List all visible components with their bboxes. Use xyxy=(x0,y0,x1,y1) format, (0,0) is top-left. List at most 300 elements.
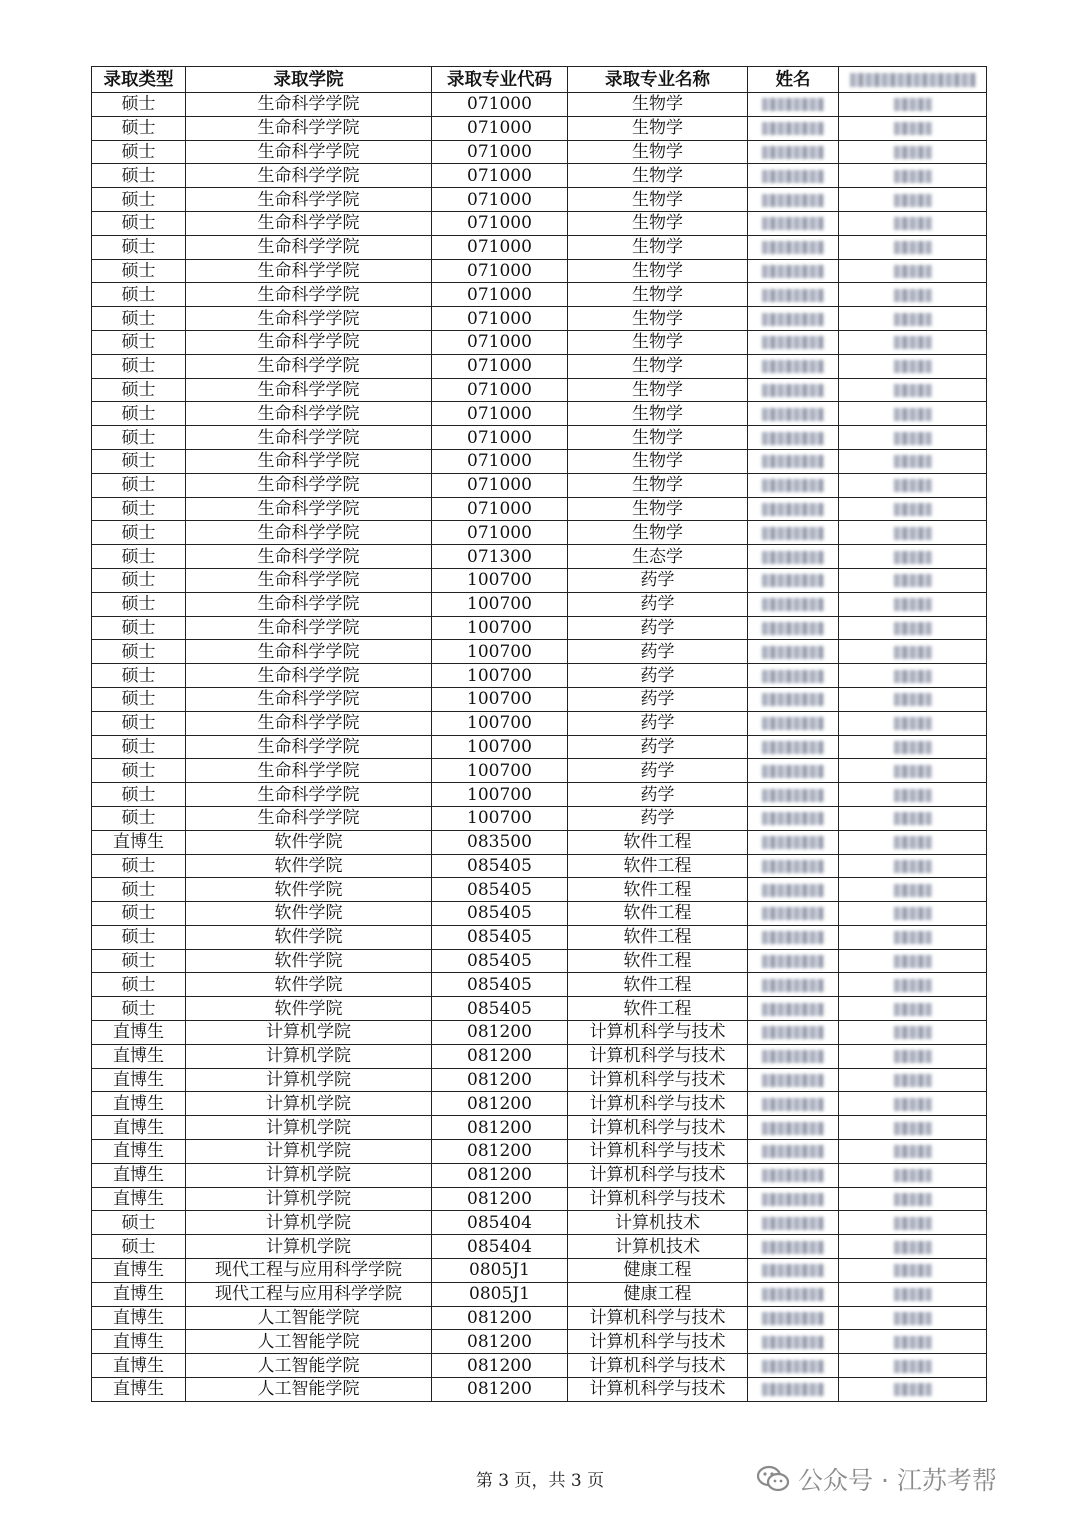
cell-type: 直博生 xyxy=(92,830,186,854)
table-row xyxy=(92,402,987,426)
cell-name-redacted xyxy=(748,735,839,759)
cell-college: 现代工程与应用科学学院 xyxy=(186,1282,432,1306)
cell-college: 软件学院 xyxy=(186,830,432,854)
cell-major-code: 100700 xyxy=(432,711,568,735)
table-row xyxy=(92,1259,987,1283)
redacted-id-blur xyxy=(894,1288,932,1301)
redacted-id-blur xyxy=(894,1098,932,1111)
cell-major-code: 100700 xyxy=(432,640,568,664)
redacted-id-blur xyxy=(894,289,932,302)
cell-id-redacted xyxy=(839,640,987,664)
table-row xyxy=(92,283,987,307)
cell-major-code: 071000 xyxy=(432,211,568,235)
redacted-name-blur xyxy=(762,479,824,492)
cell-major-name: 生物学 xyxy=(568,188,748,212)
cell-major-name: 生物学 xyxy=(568,259,748,283)
table-row xyxy=(92,735,987,759)
redacted-id-blur xyxy=(894,336,932,349)
cell-name-redacted xyxy=(748,925,839,949)
cell-major-name: 生物学 xyxy=(568,140,748,164)
watermark xyxy=(756,1462,997,1496)
cell-major-name: 药学 xyxy=(568,640,748,664)
redacted-name-blur xyxy=(762,646,824,659)
redacted-name-blur xyxy=(762,765,824,778)
cell-type: 硕士 xyxy=(92,140,186,164)
cell-type: 直博生 xyxy=(92,1282,186,1306)
cell-major-code: 071000 xyxy=(432,497,568,521)
cell-name-redacted xyxy=(748,1116,839,1140)
cell-major-name: 软件工程 xyxy=(568,902,748,926)
cell-major-code: 081200 xyxy=(432,1306,568,1330)
cell-id-redacted xyxy=(839,783,987,807)
cell-type: 硕士 xyxy=(92,449,186,473)
cell-name-redacted xyxy=(748,759,839,783)
cell-type: 直博生 xyxy=(92,1044,186,1068)
cell-id-redacted xyxy=(839,1211,987,1235)
cell-name-redacted xyxy=(748,307,839,331)
redacted-id-blur xyxy=(894,979,932,992)
redacted-id-blur xyxy=(894,955,932,968)
cell-college: 生命科学学院 xyxy=(186,116,432,140)
table-row xyxy=(92,878,987,902)
cell-type: 硕士 xyxy=(92,568,186,592)
cell-id-redacted xyxy=(839,521,987,545)
cell-name-redacted xyxy=(748,664,839,688)
cell-major-name: 生物学 xyxy=(568,283,748,307)
cell-name-redacted xyxy=(748,283,839,307)
cell-college: 人工智能学院 xyxy=(186,1330,432,1354)
cell-college: 生命科学学院 xyxy=(186,616,432,640)
cell-major-code: 071000 xyxy=(432,164,568,188)
cell-id-redacted xyxy=(839,473,987,497)
cell-major-code: 100700 xyxy=(432,664,568,688)
table-row xyxy=(92,473,987,497)
redacted-name-blur xyxy=(762,907,824,920)
cell-id-redacted xyxy=(839,711,987,735)
redacted-id-blur xyxy=(894,1169,932,1182)
cell-college: 生命科学学院 xyxy=(186,426,432,450)
cell-type: 硕士 xyxy=(92,330,186,354)
cell-major-code: 081200 xyxy=(432,1330,568,1354)
cell-id-redacted xyxy=(839,259,987,283)
cell-type: 直博生 xyxy=(92,1330,186,1354)
col-header-type: 录取类型 xyxy=(92,67,186,93)
cell-id-redacted xyxy=(839,354,987,378)
table-row xyxy=(92,1306,987,1330)
cell-name-redacted xyxy=(748,568,839,592)
redacted-name-blur xyxy=(762,574,824,587)
cell-id-redacted xyxy=(839,378,987,402)
cell-college: 计算机学院 xyxy=(186,1092,432,1116)
redacted-id-blur xyxy=(894,789,932,802)
cell-college: 生命科学学院 xyxy=(186,330,432,354)
cell-college: 软件学院 xyxy=(186,973,432,997)
redacted-id-blur xyxy=(894,479,932,492)
wechat-icon xyxy=(756,1464,790,1494)
cell-major-code: 071000 xyxy=(432,93,568,117)
cell-id-redacted xyxy=(839,830,987,854)
redacted-name-blur xyxy=(762,1360,824,1373)
redacted-id-blur xyxy=(894,408,932,421)
col-header-major-name: 录取专业名称 xyxy=(568,67,748,93)
cell-college: 生命科学学院 xyxy=(186,592,432,616)
cell-major-name: 健康工程 xyxy=(568,1259,748,1283)
cell-major-code: 071000 xyxy=(432,116,568,140)
redacted-id-blur xyxy=(894,551,932,564)
cell-type: 硕士 xyxy=(92,735,186,759)
cell-major-name: 生物学 xyxy=(568,116,748,140)
cell-major-code: 100700 xyxy=(432,806,568,830)
cell-name-redacted xyxy=(748,592,839,616)
cell-major-name: 计算机科学与技术 xyxy=(568,1116,748,1140)
cell-college: 生命科学学院 xyxy=(186,783,432,807)
cell-major-code: 081200 xyxy=(432,1116,568,1140)
table-row xyxy=(92,925,987,949)
cell-college: 生命科学学院 xyxy=(186,473,432,497)
cell-name-redacted xyxy=(748,164,839,188)
cell-major-name: 计算机科学与技术 xyxy=(568,1354,748,1378)
cell-college: 计算机学院 xyxy=(186,1044,432,1068)
cell-id-redacted xyxy=(839,449,987,473)
redacted-name-blur xyxy=(762,931,824,944)
cell-major-name: 药学 xyxy=(568,664,748,688)
cell-major-code: 071000 xyxy=(432,449,568,473)
cell-college: 计算机学院 xyxy=(186,1163,432,1187)
cell-type: 直博生 xyxy=(92,1259,186,1283)
cell-type: 直博生 xyxy=(92,1140,186,1164)
cell-college: 生命科学学院 xyxy=(186,545,432,569)
cell-type: 硕士 xyxy=(92,925,186,949)
cell-id-redacted xyxy=(839,1378,987,1402)
table-row xyxy=(92,949,987,973)
cell-major-name: 生物学 xyxy=(568,497,748,521)
redacted-name-blur xyxy=(762,217,824,230)
cell-college: 生命科学学院 xyxy=(186,449,432,473)
cell-major-code: 081200 xyxy=(432,1378,568,1402)
cell-type: 硕士 xyxy=(92,902,186,926)
cell-major-name: 药学 xyxy=(568,592,748,616)
table-body xyxy=(92,93,987,1402)
cell-id-redacted xyxy=(839,997,987,1021)
cell-major-name: 生物学 xyxy=(568,402,748,426)
redacted-id-blur xyxy=(894,1122,932,1135)
cell-name-redacted xyxy=(748,93,839,117)
cell-name-redacted xyxy=(748,1163,839,1187)
cell-major-code: 081200 xyxy=(432,1021,568,1045)
cell-id-redacted xyxy=(839,925,987,949)
cell-major-code: 071000 xyxy=(432,140,568,164)
redacted-name-blur xyxy=(762,789,824,802)
cell-major-name: 计算机科学与技术 xyxy=(568,1044,748,1068)
cell-id-redacted xyxy=(839,426,987,450)
cell-name-redacted xyxy=(748,1282,839,1306)
cell-id-redacted xyxy=(839,283,987,307)
cell-id-redacted xyxy=(839,616,987,640)
cell-id-redacted xyxy=(839,735,987,759)
cell-major-name: 计算机科学与技术 xyxy=(568,1378,748,1402)
cell-major-code: 081200 xyxy=(432,1354,568,1378)
cell-major-name: 计算机科学与技术 xyxy=(568,1330,748,1354)
redacted-id-blur xyxy=(894,1193,932,1206)
table-row xyxy=(92,1021,987,1045)
table-row xyxy=(92,1068,987,1092)
table-row xyxy=(92,140,987,164)
cell-name-redacted xyxy=(748,973,839,997)
redacted-id-blur xyxy=(894,717,932,730)
cell-major-code: 071000 xyxy=(432,354,568,378)
table-row xyxy=(92,806,987,830)
cell-college: 生命科学学院 xyxy=(186,283,432,307)
redacted-id-blur xyxy=(894,1217,932,1230)
redacted-name-blur xyxy=(762,241,824,254)
cell-type: 直博生 xyxy=(92,1163,186,1187)
redacted-name-blur xyxy=(762,432,824,445)
cell-type: 硕士 xyxy=(92,806,186,830)
cell-college: 软件学院 xyxy=(186,925,432,949)
cell-major-code: 071000 xyxy=(432,378,568,402)
cell-id-redacted xyxy=(839,1187,987,1211)
cell-id-redacted xyxy=(839,664,987,688)
redacted-name-blur xyxy=(762,360,824,373)
cell-major-name: 药学 xyxy=(568,783,748,807)
cell-type: 硕士 xyxy=(92,997,186,1021)
redacted-name-blur xyxy=(762,455,824,468)
cell-major-code: 085405 xyxy=(432,854,568,878)
redacted-name-blur xyxy=(762,551,824,564)
cell-major-name: 生物学 xyxy=(568,521,748,545)
cell-name-redacted xyxy=(748,1330,839,1354)
cell-id-redacted xyxy=(839,235,987,259)
cell-id-redacted xyxy=(839,568,987,592)
table-row xyxy=(92,354,987,378)
redacted-id-blur xyxy=(894,598,932,611)
cell-major-code: 085405 xyxy=(432,949,568,973)
redacted-name-blur xyxy=(762,265,824,278)
table-row xyxy=(92,235,987,259)
cell-name-redacted xyxy=(748,806,839,830)
redacted-name-blur xyxy=(762,979,824,992)
cell-id-redacted xyxy=(839,188,987,212)
redacted-id-blur xyxy=(894,98,932,111)
cell-name-redacted xyxy=(748,878,839,902)
cell-id-redacted xyxy=(839,307,987,331)
cell-major-name: 软件工程 xyxy=(568,925,748,949)
cell-major-name: 计算机科学与技术 xyxy=(568,1068,748,1092)
cell-name-redacted xyxy=(748,188,839,212)
redacted-name-blur xyxy=(762,384,824,397)
table-row xyxy=(92,521,987,545)
cell-name-redacted xyxy=(748,1044,839,1068)
cell-major-code: 083500 xyxy=(432,830,568,854)
table-row xyxy=(92,997,987,1021)
cell-major-name: 计算机科学与技术 xyxy=(568,1163,748,1187)
cell-college: 现代工程与应用科学学院 xyxy=(186,1259,432,1283)
redacted-id-blur xyxy=(894,1312,932,1325)
redacted-id-blur xyxy=(894,765,932,778)
redacted-name-blur xyxy=(762,741,824,754)
cell-id-redacted xyxy=(839,1330,987,1354)
cell-type: 硕士 xyxy=(92,545,186,569)
cell-name-redacted xyxy=(748,1378,839,1402)
redacted-id-blur xyxy=(894,931,932,944)
redacted-id-blur xyxy=(894,455,932,468)
cell-type: 硕士 xyxy=(92,783,186,807)
watermark-text: 公众号 · 江苏考帮 xyxy=(798,1466,997,1495)
redacted-name-blur xyxy=(762,313,824,326)
redacted-id-blur xyxy=(894,1145,932,1158)
table-row xyxy=(92,211,987,235)
cell-type: 硕士 xyxy=(92,616,186,640)
cell-type: 硕士 xyxy=(92,473,186,497)
cell-type: 硕士 xyxy=(92,93,186,117)
redacted-id-blur xyxy=(894,1241,932,1254)
redacted-name-blur xyxy=(762,1098,824,1111)
cell-id-redacted xyxy=(839,902,987,926)
cell-type: 硕士 xyxy=(92,235,186,259)
redacted-name-blur xyxy=(762,146,824,159)
redacted-id-blur xyxy=(894,1383,932,1396)
redacted-name-blur xyxy=(762,194,824,207)
cell-major-code: 081200 xyxy=(432,1163,568,1187)
redacted-name-blur xyxy=(762,170,824,183)
cell-major-code: 100700 xyxy=(432,783,568,807)
cell-major-code: 071000 xyxy=(432,521,568,545)
redacted-name-blur xyxy=(762,336,824,349)
redacted-id-blur xyxy=(894,122,932,135)
cell-major-name: 生物学 xyxy=(568,307,748,331)
table-row xyxy=(92,1330,987,1354)
cell-id-redacted xyxy=(839,1259,987,1283)
cell-type: 硕士 xyxy=(92,188,186,212)
redacted-name-blur xyxy=(762,527,824,540)
cell-major-code: 071300 xyxy=(432,545,568,569)
cell-major-name: 生物学 xyxy=(568,211,748,235)
cell-major-code: 0805J1 xyxy=(432,1282,568,1306)
cell-name-redacted xyxy=(748,1259,839,1283)
redacted-id-blur xyxy=(894,1026,932,1039)
cell-name-redacted xyxy=(748,473,839,497)
cell-major-name: 计算机科学与技术 xyxy=(568,1306,748,1330)
redacted-id-blur xyxy=(894,1074,932,1087)
cell-college: 生命科学学院 xyxy=(186,378,432,402)
redacted-name-blur xyxy=(762,289,824,302)
cell-type: 硕士 xyxy=(92,640,186,664)
cell-major-code: 085404 xyxy=(432,1211,568,1235)
redacted-id-blur xyxy=(894,836,932,849)
table-row xyxy=(92,664,987,688)
table-row xyxy=(92,1235,987,1259)
redacted-id-blur xyxy=(894,741,932,754)
cell-college: 生命科学学院 xyxy=(186,664,432,688)
cell-major-name: 生物学 xyxy=(568,164,748,188)
cell-major-name: 软件工程 xyxy=(568,830,748,854)
redacted-id-blur xyxy=(894,574,932,587)
cell-id-redacted xyxy=(839,116,987,140)
cell-type: 直博生 xyxy=(92,1306,186,1330)
cell-type: 直博生 xyxy=(92,1378,186,1402)
cell-college: 生命科学学院 xyxy=(186,188,432,212)
cell-major-name: 生物学 xyxy=(568,378,748,402)
cell-type: 硕士 xyxy=(92,1211,186,1235)
cell-college: 计算机学院 xyxy=(186,1187,432,1211)
cell-name-redacted xyxy=(748,235,839,259)
table-row xyxy=(92,307,987,331)
cell-name-redacted xyxy=(748,830,839,854)
cell-name-redacted xyxy=(748,259,839,283)
cell-id-redacted xyxy=(839,1044,987,1068)
cell-major-name: 生物学 xyxy=(568,354,748,378)
table-row xyxy=(92,1282,987,1306)
table-row xyxy=(92,973,987,997)
redacted-id-blur xyxy=(894,432,932,445)
cell-name-redacted xyxy=(748,783,839,807)
cell-major-code: 085404 xyxy=(432,1235,568,1259)
cell-major-name: 药学 xyxy=(568,759,748,783)
col-header-name: 姓名 xyxy=(748,67,839,93)
col-header-major-code: 录取专业代码 xyxy=(432,67,568,93)
redacted-id-blur xyxy=(894,884,932,897)
redacted-id-blur xyxy=(894,1050,932,1063)
cell-id-redacted xyxy=(839,806,987,830)
cell-major-name: 生物学 xyxy=(568,235,748,259)
cell-name-redacted xyxy=(748,521,839,545)
cell-id-redacted xyxy=(839,1306,987,1330)
cell-college: 计算机学院 xyxy=(186,1068,432,1092)
cell-type: 硕士 xyxy=(92,211,186,235)
cell-id-redacted xyxy=(839,1354,987,1378)
cell-id-redacted xyxy=(839,1282,987,1306)
cell-major-name: 计算机科学与技术 xyxy=(568,1021,748,1045)
cell-college: 生命科学学院 xyxy=(186,307,432,331)
cell-name-redacted xyxy=(748,949,839,973)
cell-name-redacted xyxy=(748,997,839,1021)
redacted-id-blur xyxy=(894,670,932,683)
table-row xyxy=(92,568,987,592)
cell-type: 硕士 xyxy=(92,949,186,973)
redacted-name-blur xyxy=(762,693,824,706)
cell-major-code: 100700 xyxy=(432,687,568,711)
redacted-name-blur xyxy=(762,1145,824,1158)
cell-college: 软件学院 xyxy=(186,854,432,878)
redacted-name-blur xyxy=(762,955,824,968)
table-row xyxy=(92,711,987,735)
redacted-id-blur xyxy=(894,646,932,659)
cell-type: 硕士 xyxy=(92,711,186,735)
cell-college: 人工智能学院 xyxy=(186,1354,432,1378)
cell-name-redacted xyxy=(748,687,839,711)
redacted-id-blur xyxy=(894,1336,932,1349)
cell-college: 生命科学学院 xyxy=(186,235,432,259)
cell-major-name: 药学 xyxy=(568,806,748,830)
col-header-redacted xyxy=(839,67,987,93)
cell-major-code: 100700 xyxy=(432,616,568,640)
cell-type: 直博生 xyxy=(92,1068,186,1092)
redacted-name-blur xyxy=(762,622,824,635)
table-row xyxy=(92,497,987,521)
cell-type: 硕士 xyxy=(92,307,186,331)
cell-name-redacted xyxy=(748,449,839,473)
cell-type: 直博生 xyxy=(92,1354,186,1378)
cell-college: 生命科学学院 xyxy=(186,735,432,759)
redacted-id-blur xyxy=(894,693,932,706)
redacted-id-blur xyxy=(894,194,932,207)
table-row xyxy=(92,1163,987,1187)
cell-type: 硕士 xyxy=(92,878,186,902)
cell-major-name: 软件工程 xyxy=(568,973,748,997)
cell-major-name: 健康工程 xyxy=(568,1282,748,1306)
cell-major-code: 081200 xyxy=(432,1092,568,1116)
cell-id-redacted xyxy=(839,164,987,188)
